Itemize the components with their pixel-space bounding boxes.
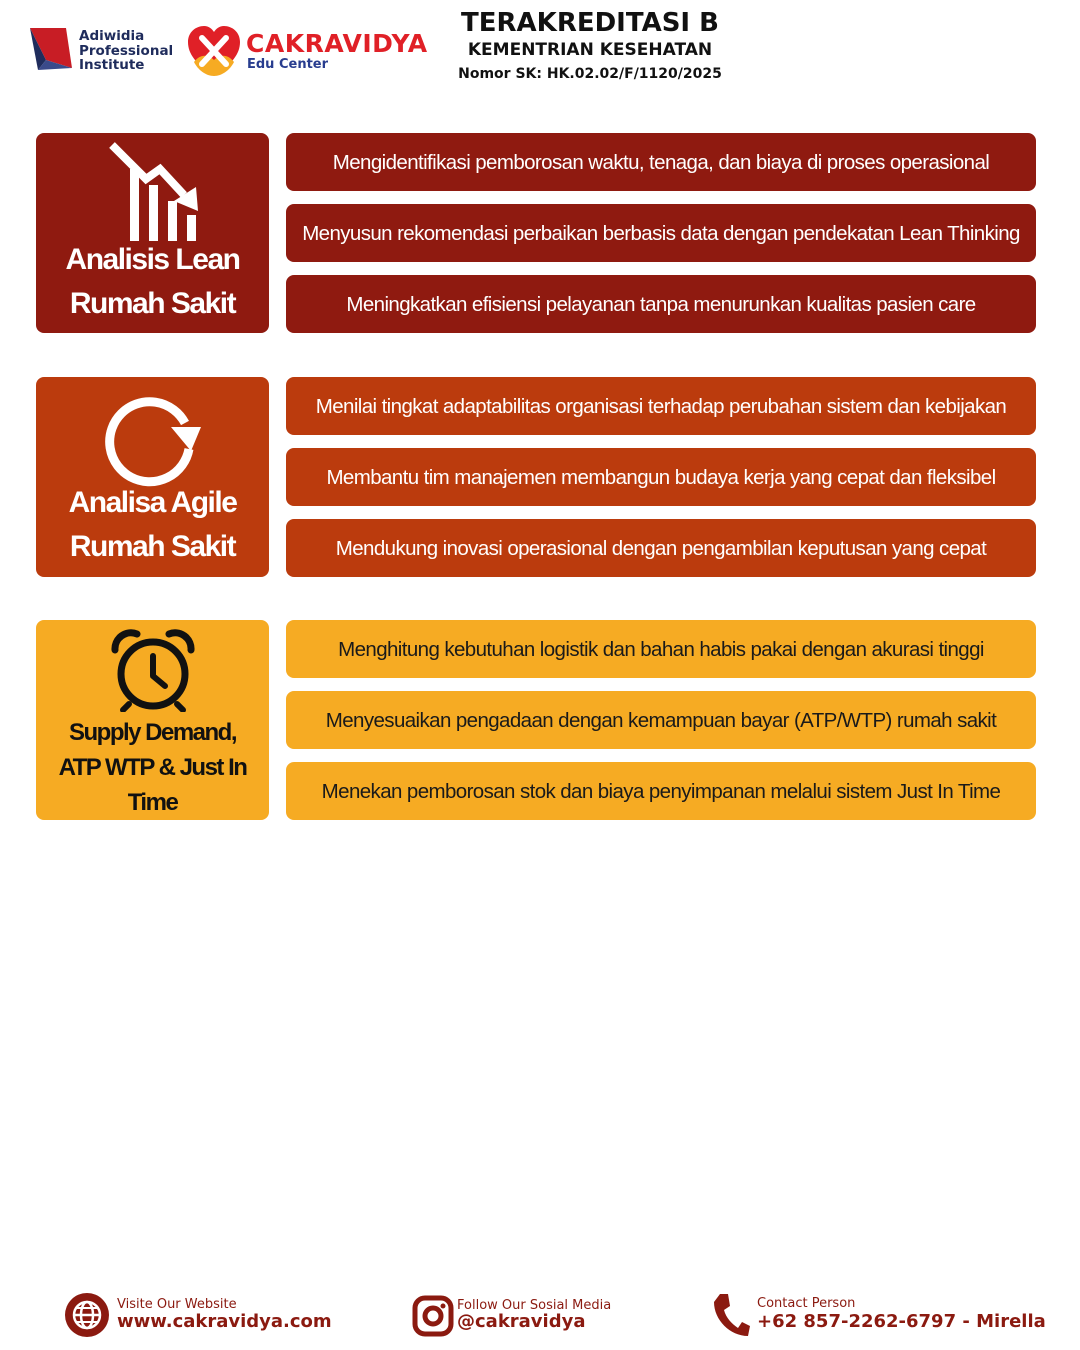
decree-number: Nomor SK: HK.02.02/F/1120/2025 bbox=[458, 66, 722, 82]
list-item: Menyesuaikan pengadaan dengan kemampuan bayar (ATP/WTP) rumah sakit bbox=[286, 691, 1036, 749]
globe-icon bbox=[64, 1292, 110, 1338]
contact-label: Contact Person bbox=[757, 1296, 856, 1311]
cakravidya-logo bbox=[186, 24, 436, 80]
category-card-agile bbox=[36, 377, 269, 577]
category-card-supply-demand bbox=[36, 620, 269, 820]
alarm-clock-icon bbox=[36, 628, 269, 712]
adiwidia-logo bbox=[28, 24, 178, 74]
category-card-lean bbox=[36, 133, 269, 333]
contact-phone[interactable]: +62 857-2262-6797 - Mirella bbox=[757, 1311, 1046, 1332]
website-label: Visite Our Website bbox=[117, 1297, 237, 1312]
website-link[interactable]: www.cakravidya.com bbox=[117, 1311, 332, 1332]
category-title-agile: Analisa Agile Rumah Sakit bbox=[68, 486, 237, 563]
social-label: Follow Our Sosial Media bbox=[457, 1298, 612, 1313]
declining-bar-chart-icon bbox=[36, 139, 269, 244]
ministry-label: KEMENTRIAN KESEHATAN bbox=[467, 40, 713, 60]
section-agile bbox=[36, 377, 1036, 577]
list-item: Membantu tim manajemen membangun budaya kerja yang cepat dan fleksibel bbox=[286, 448, 1036, 506]
section-lean bbox=[36, 133, 1036, 333]
footer-social[interactable] bbox=[412, 1292, 652, 1342]
footer-contact[interactable] bbox=[712, 1292, 1046, 1342]
brand-subtitle: Edu Center bbox=[247, 57, 329, 72]
list-item: Menekan pemborosan stok dan biaya penyimpanan melalui sistem Just In Time bbox=[286, 762, 1036, 820]
category-title-supply-demand: Supply Demand, ATP WTP & Just In Time bbox=[58, 719, 247, 816]
accreditation-header bbox=[430, 8, 750, 82]
list-item: Menghitung kebutuhan logistik dan bahan habis pakai dengan akurasi tinggi bbox=[286, 620, 1036, 678]
refresh-arrow-icon bbox=[36, 387, 269, 487]
list-item: Mengidentifikasi pemborosan waktu, tenaga, dan biaya di proses operasional bbox=[286, 133, 1036, 191]
footer-website[interactable] bbox=[64, 1292, 354, 1342]
list-item: Menilai tingkat adaptabilitas organisasi terhadap perubahan sistem dan kebijakan bbox=[286, 377, 1036, 435]
section-supply-demand bbox=[36, 620, 1036, 820]
accreditation-title: TERAKREDITASI B bbox=[461, 8, 719, 38]
social-handle[interactable]: @cakravidya bbox=[457, 1311, 586, 1332]
list-item: Meningkatkan efisiensi pelayanan tanpa menurunkan kualitas pasien care bbox=[286, 275, 1036, 333]
brand-name: CAKRAVIDYA bbox=[246, 29, 428, 58]
list-item: Mendukung inovasi operasional dengan pengambilan keputusan yang cepat bbox=[286, 519, 1036, 577]
cakravidya-heart-icon bbox=[186, 24, 242, 80]
category-title-lean: Analisis Lean Rumah Sakit bbox=[65, 243, 240, 320]
adiwidia-logo-text: Adiwidia Professional Institute bbox=[79, 28, 174, 73]
list-item: Menyusun rekomendasi perbaikan berbasis data dengan pendekatan Lean Thinking bbox=[286, 204, 1036, 262]
adiwidia-emblem-icon bbox=[28, 24, 76, 72]
instagram-icon bbox=[412, 1295, 454, 1337]
phone-icon bbox=[712, 1292, 752, 1338]
